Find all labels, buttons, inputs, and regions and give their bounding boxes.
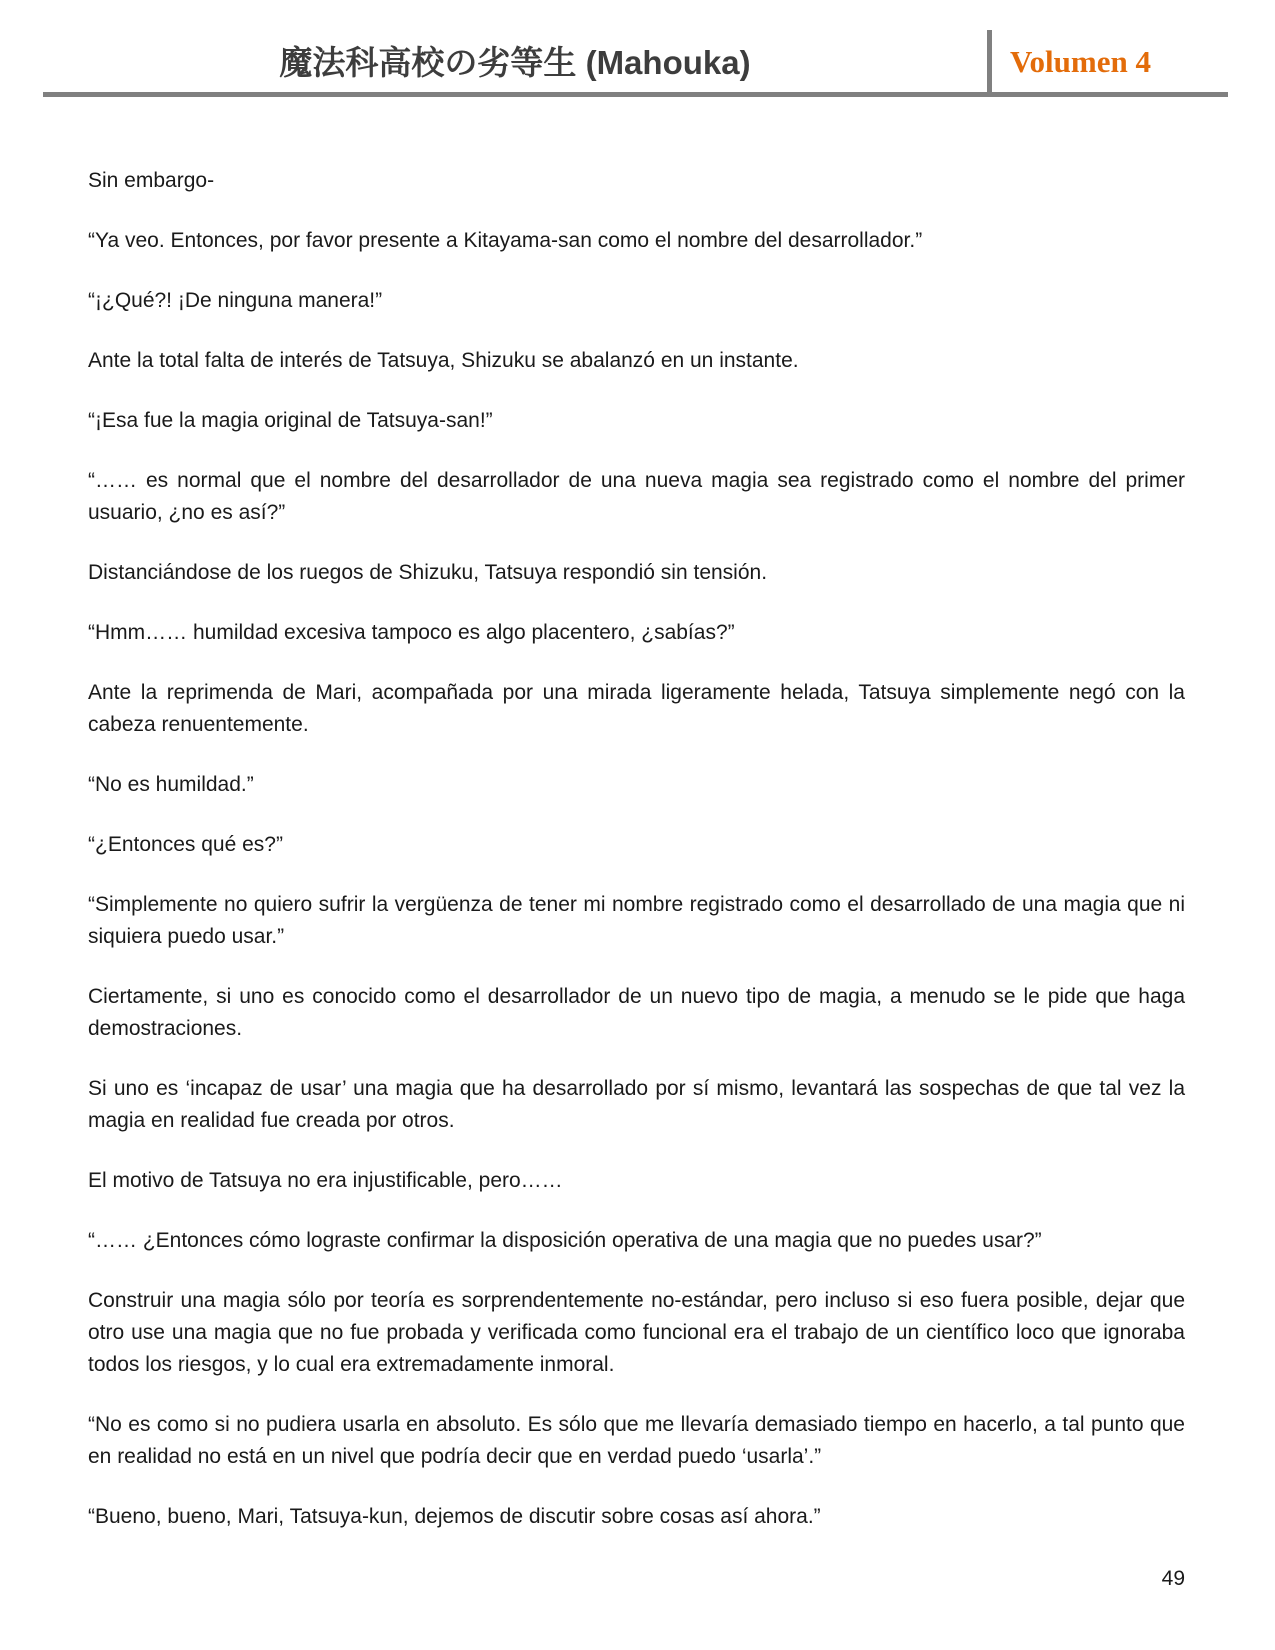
page-number: 49 <box>1161 1567 1185 1590</box>
paragraph: “Simplemente no quiero sufrir la vergüenza de tener mi nombre registrado como el desarrollado de una magia que ni siquiera puedo usar.” <box>88 893 1185 948</box>
paragraph: “¿Entonces qué es?” <box>88 833 283 856</box>
page-body <box>88 165 1185 1533</box>
header-title-cell <box>43 0 987 92</box>
paragraph: “Bueno, bueno, Mari, Tatsuya-kun, dejemos de discutir sobre cosas así ahora.” <box>88 1505 821 1528</box>
paragraph: Si uno es ‘incapaz de usar’ una magia que ha desarrollado por sí mismo, levantará las sospechas de que tal vez la magia en realidad fue creada por otros. <box>88 1077 1185 1132</box>
paragraph: Ante la reprimenda de Mari, acompañada por una mirada ligeramente helada, Tatsuya simplemente negó con la cabeza renuentemente. <box>88 681 1185 736</box>
paragraph: “…… ¿Entonces cómo lograste confirmar la disposición operativa de una magia que no puedes usar?” <box>88 1229 1042 1252</box>
document-title: 魔法科高校の劣等生 (Mahouka) <box>279 44 751 81</box>
paragraph: “Ya veo. Entonces, por favor presente a Kitayama-san como el nombre del desarrollador.” <box>88 229 923 252</box>
paragraph: “No es humildad.” <box>88 773 254 796</box>
volume-label: Volumen 4 <box>1010 44 1151 79</box>
paragraph: “No es como si no pudiera usarla en absoluto. Es sólo que me llevaría demasiado tiempo en hacerlo, a tal punto que en realidad no está en un nivel que podría decir que en verdad puedo ‘usarla’.” <box>88 1413 1185 1468</box>
paragraph: “¡¿Qué?! ¡De ninguna manera!” <box>88 289 383 312</box>
paragraph: “…… es normal que el nombre del desarrollador de una nueva magia sea registrado como el nombre del primer usuario, ¿no es así?” <box>88 469 1185 524</box>
paragraph: Sin embargo- <box>88 169 215 192</box>
paragraph: Ciertamente, si uno es conocido como el desarrollador de un nuevo tipo de magia, a menudo se le pide que haga demostraciones. <box>88 985 1185 1040</box>
paragraph: Construir una magia sólo por teoría es sorprendentemente no-estándar, pero incluso si eso fuera posible, dejar que otro use una magia que no fue probada y verificada como funcional era el trabajo de un científico loco que ignoraba todos los riesgos, y lo cual era extremadamente inmoral. <box>88 1289 1185 1376</box>
header-volume-cell <box>992 0 1228 92</box>
paragraph: Ante la total falta de interés de Tatsuya, Shizuku se abalanzó en un instante. <box>88 349 799 372</box>
paragraph: Distanciándose de los ruegos de Shizuku, Tatsuya respondió sin tensión. <box>88 561 768 584</box>
page-header <box>43 0 1228 97</box>
paragraph: “¡Esa fue la magia original de Tatsuya-san!” <box>88 409 493 432</box>
paragraph: “Hmm…… humildad excesiva tampoco es algo placentero, ¿sabías?” <box>88 621 735 644</box>
paragraph: El motivo de Tatsuya no era injustificable, pero…… <box>88 1169 563 1192</box>
